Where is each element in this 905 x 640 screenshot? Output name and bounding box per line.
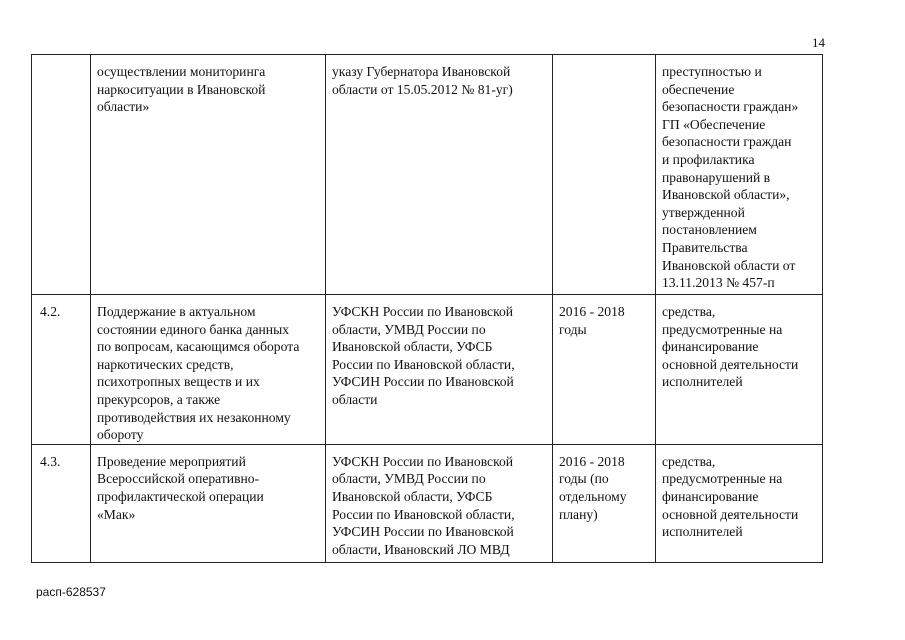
cell-line: правонарушений в bbox=[662, 169, 771, 185]
cell-line: средства, bbox=[662, 304, 716, 319]
cell-line: постановлением bbox=[662, 222, 757, 238]
cell-line: УФСКН России по Ивановской bbox=[332, 453, 514, 469]
cell-line: осуществлении мониторинга bbox=[97, 64, 266, 79]
cell-line: России по Ивановской области, bbox=[332, 356, 515, 372]
cell-line: 2016 - 2018 bbox=[559, 304, 625, 319]
cell-line: Ивановской области от bbox=[662, 257, 796, 273]
cell-line: области, Ивановский ЛО МВД bbox=[332, 541, 510, 557]
cell-line: обеспечение bbox=[662, 81, 735, 97]
cell-line: состоянии единого банка данных bbox=[97, 321, 290, 337]
cell-line: и профилактика bbox=[662, 151, 755, 167]
cell-line: Ивановской области, УФСБ bbox=[332, 488, 493, 504]
cell-line: утвержденной bbox=[662, 204, 745, 220]
cell-line: «Мак» bbox=[97, 506, 136, 522]
table-row bbox=[32, 295, 823, 445]
cell-line: отдельному bbox=[559, 488, 627, 504]
cell-line: области, УМВД России по bbox=[332, 321, 486, 337]
table-row bbox=[32, 444, 823, 562]
cell-line: годы (по bbox=[559, 471, 609, 487]
row-number-cell: 4.3. bbox=[32, 444, 91, 562]
cell-line: Ивановской области», bbox=[662, 187, 790, 203]
cell-line: плану) bbox=[559, 506, 598, 522]
event-cell bbox=[91, 295, 326, 445]
funding-cell bbox=[656, 55, 823, 295]
table-row bbox=[32, 55, 823, 295]
cell-line: основной деятельности bbox=[662, 356, 799, 372]
cell-line: Правительства bbox=[662, 239, 748, 255]
row-number-cell bbox=[32, 55, 91, 295]
document-code: расп-628537 bbox=[36, 585, 106, 599]
cell-line: предусмотренные на bbox=[662, 471, 783, 487]
cell-line: исполнителей bbox=[662, 524, 743, 540]
cell-line: УФСИН России по Ивановской bbox=[332, 374, 514, 390]
cell-line: области» bbox=[97, 99, 150, 115]
cell-line: УФСКН России по Ивановской bbox=[332, 304, 514, 319]
cell-line: прекурсоров, а также bbox=[97, 391, 221, 407]
cell-line: области bbox=[332, 391, 378, 407]
cell-line: средства, bbox=[662, 453, 716, 469]
cell-line: финансирование bbox=[662, 339, 759, 355]
cell-line: наркоситуации в Ивановской bbox=[97, 81, 266, 97]
cell-line: безопасности граждан bbox=[662, 134, 792, 150]
cell-line: Проведение мероприятий bbox=[97, 453, 246, 469]
funding-cell bbox=[656, 444, 823, 562]
cell-line: психотропных веществ и их bbox=[97, 374, 260, 390]
cell-line: области, УМВД России по bbox=[332, 471, 486, 487]
cell-line: профилактической операции bbox=[97, 488, 264, 504]
cell-line: по вопросам, касающимся оборота bbox=[97, 339, 300, 355]
cell-line: обороту bbox=[97, 427, 144, 443]
cell-line: наркотических средств, bbox=[97, 356, 234, 372]
cell-line: Ивановской области, УФСБ bbox=[332, 339, 493, 355]
page-number: 14 bbox=[812, 35, 825, 50]
cell-line: области от 15.05.2012 № 81-уг) bbox=[332, 81, 513, 97]
cell-line: преступностью и bbox=[662, 64, 762, 79]
executors-cell bbox=[326, 55, 553, 295]
cell-line: Всероссийской оперативно- bbox=[97, 471, 260, 487]
cell-line: 13.11.2013 № 457-п bbox=[662, 275, 775, 291]
cell-line: России по Ивановской области, bbox=[332, 506, 515, 522]
cell-line: 2016 - 2018 bbox=[559, 453, 625, 469]
executors-cell bbox=[326, 444, 553, 562]
cell-line: указу Губернатора Ивановской bbox=[332, 64, 511, 79]
event-cell bbox=[91, 55, 326, 295]
cell-line: финансирование bbox=[662, 488, 759, 504]
cell-line: ГП «Обеспечение bbox=[662, 116, 766, 132]
period-cell bbox=[553, 55, 656, 295]
cell-line: годы bbox=[559, 321, 587, 337]
cell-line: Поддержание в актуальном bbox=[97, 304, 256, 319]
funding-cell bbox=[656, 295, 823, 445]
program-table bbox=[31, 54, 823, 563]
period-cell bbox=[553, 444, 656, 562]
cell-line: предусмотренные на bbox=[662, 321, 783, 337]
executors-cell bbox=[326, 295, 553, 445]
cell-line: исполнителей bbox=[662, 374, 743, 390]
cell-line: основной деятельности bbox=[662, 506, 799, 522]
period-cell bbox=[553, 295, 656, 445]
event-cell bbox=[91, 444, 326, 562]
cell-line: противодействия их незаконному bbox=[97, 409, 291, 425]
cell-line: безопасности граждан» bbox=[662, 99, 799, 115]
row-number-cell: 4.2. bbox=[32, 295, 91, 445]
cell-line: УФСИН России по Ивановской bbox=[332, 524, 514, 540]
